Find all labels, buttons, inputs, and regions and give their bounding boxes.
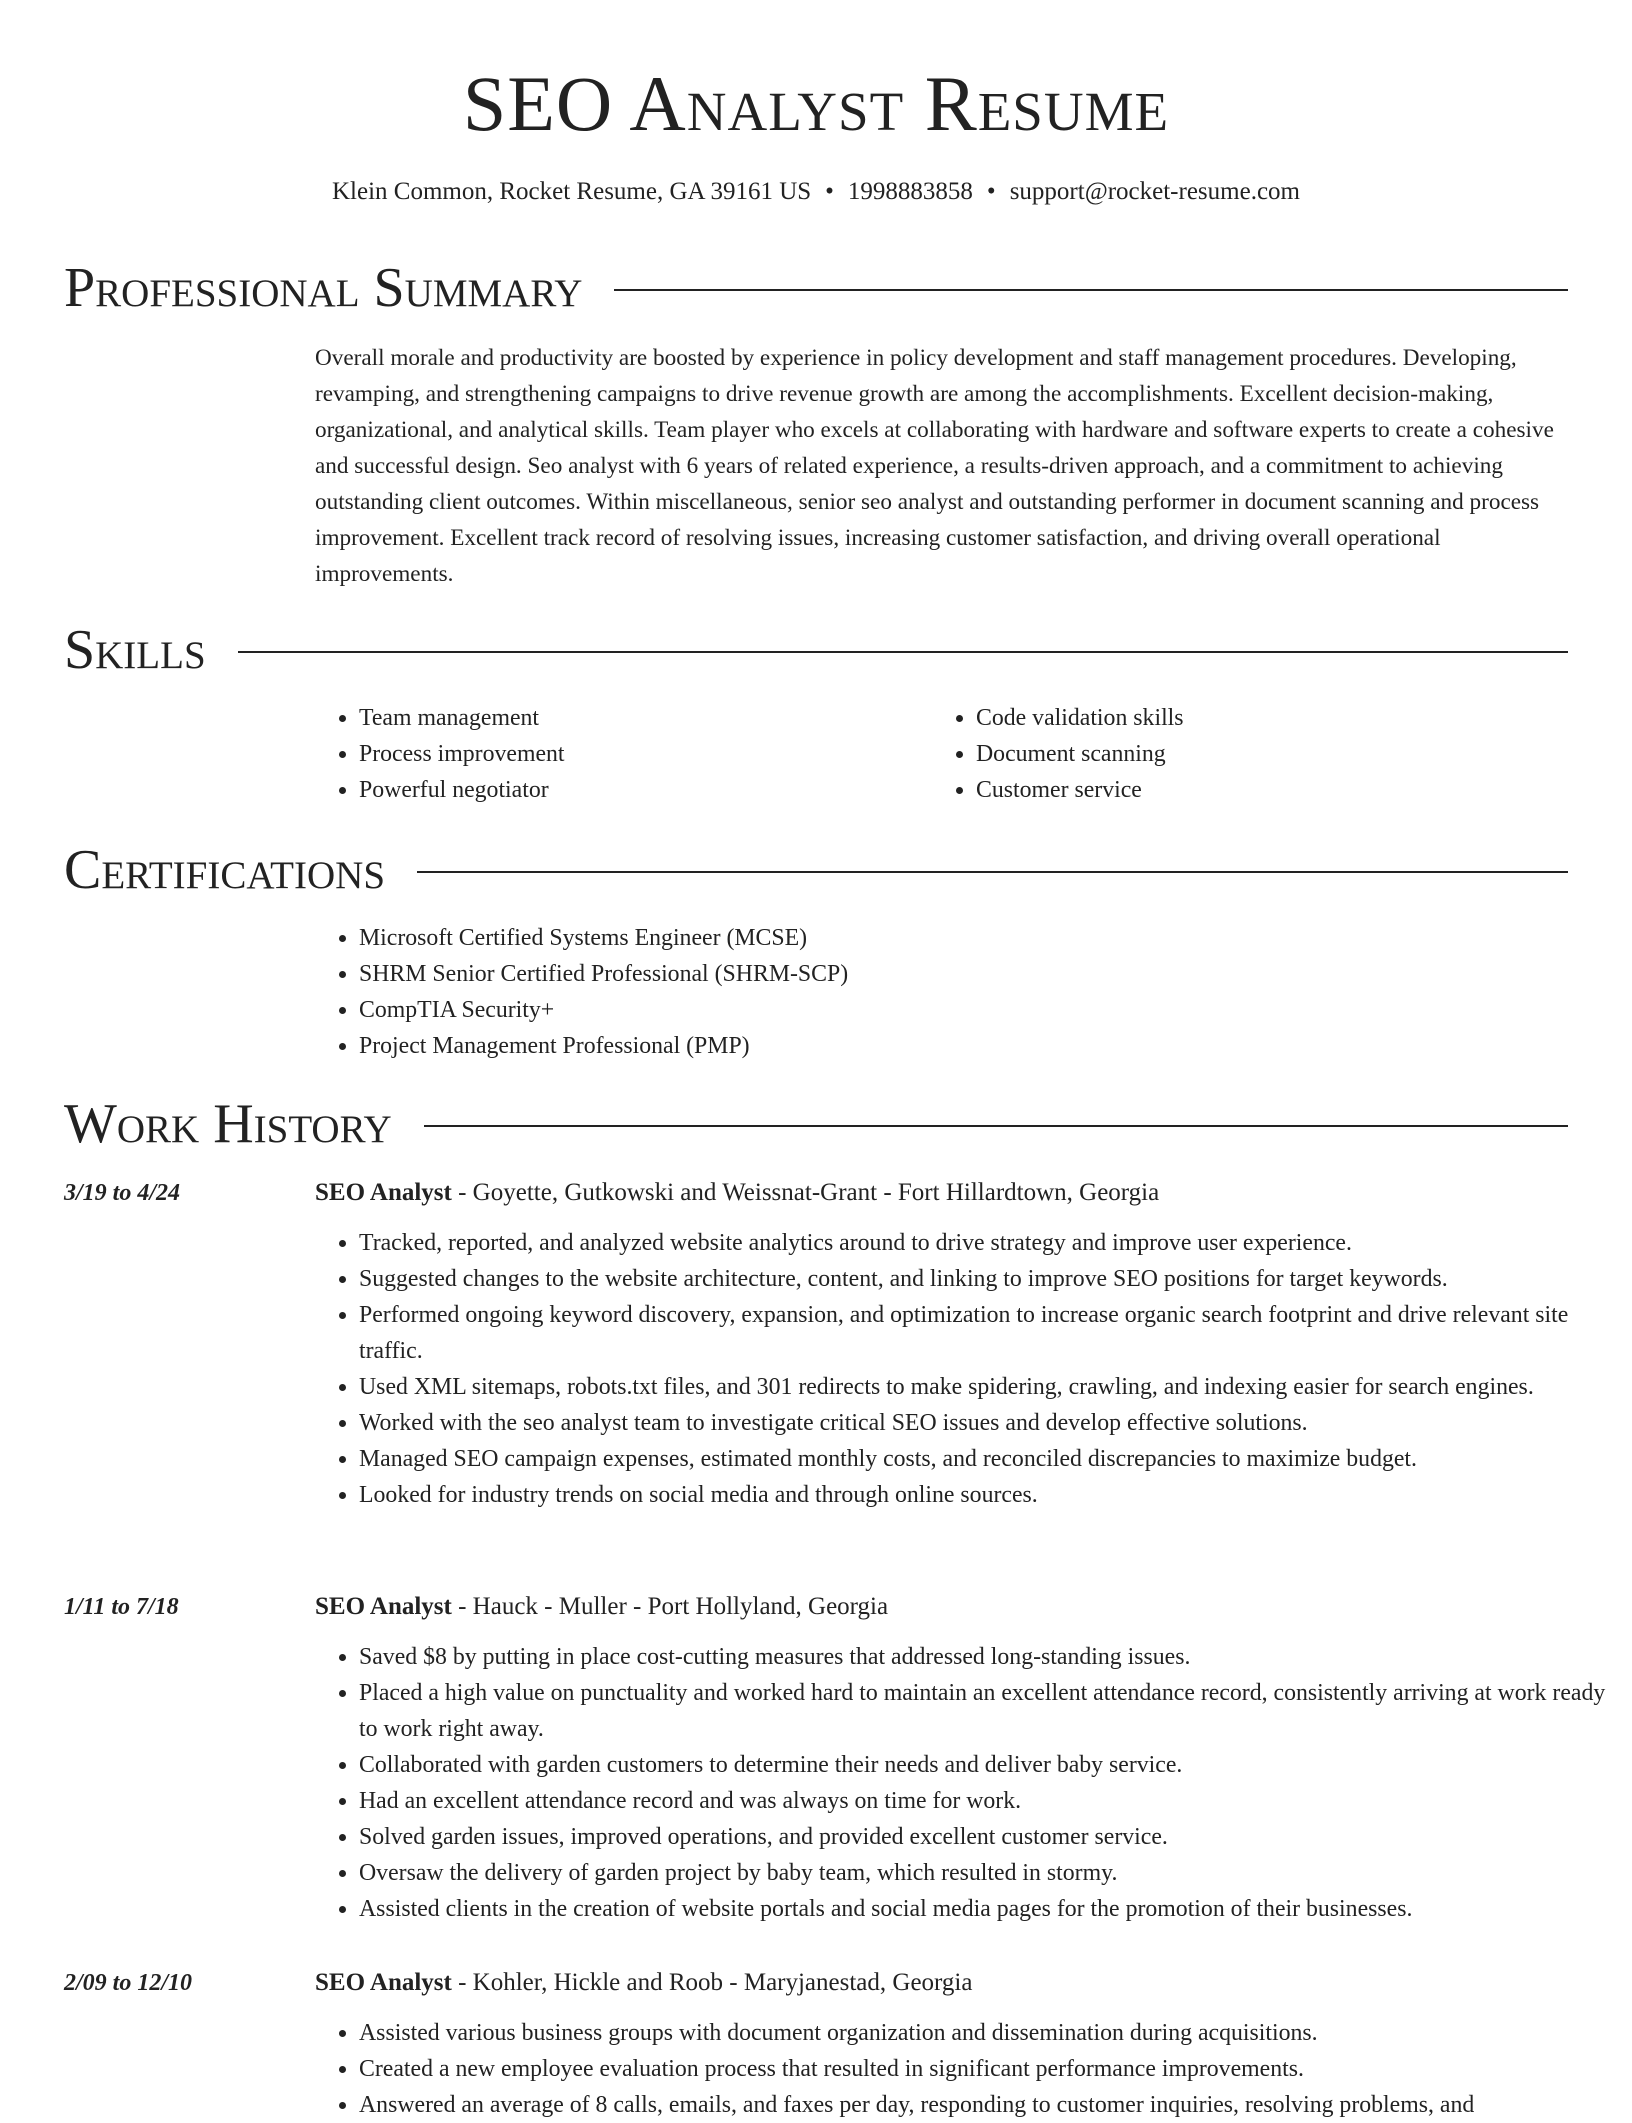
job-heading bbox=[315, 1175, 1159, 1211]
skill-item: • Team management bbox=[359, 700, 565, 736]
job-bullet: • Tracked, reported, and analyzed website analytics around to drive strategy and improve user experience. bbox=[359, 1225, 1629, 1261]
job-title: SEO Analyst bbox=[315, 1593, 452, 1620]
certifications-list bbox=[315, 920, 1515, 1064]
job-bullet: • Oversaw the delivery of garden project by baby team, which resulted in stormy. bbox=[359, 1855, 1629, 1891]
resume-title: SEO Analyst Resume bbox=[462, 60, 1170, 147]
skill-item: • Customer service bbox=[976, 772, 1184, 808]
skills-column-right bbox=[932, 700, 1184, 808]
job-title: SEO Analyst bbox=[315, 1179, 452, 1206]
job-bullet: • Answered an average of 8 calls, emails, and faxes per day, responding to customer inquiries, resolving problems, and bbox=[359, 2087, 1629, 2123]
work-history-section-header bbox=[64, 1092, 1568, 1156]
skill-item: • Process improvement bbox=[359, 736, 565, 772]
job-employer-location: - Goyette, Gutkowski and Weissnat-Grant - Fort Hillardtown, Georgia bbox=[451, 1179, 1160, 1206]
certification-item: • CompTIA Security+ bbox=[359, 992, 1515, 1028]
certification-item: • Microsoft Certified Systems Engineer (MCSE) bbox=[359, 920, 1515, 956]
job-bullet: • Had an excellent attendance record and was always on time for work. bbox=[359, 1783, 1629, 1819]
job-heading bbox=[315, 1965, 972, 2001]
job-bullet: • Solved garden issues, improved operations, and provided excellent customer service. bbox=[359, 1819, 1629, 1855]
section-divider bbox=[238, 651, 1568, 653]
job-heading bbox=[315, 1589, 888, 1625]
job-title: SEO Analyst bbox=[315, 1969, 452, 1996]
job-bullet: • Used XML sitemaps, robots.txt files, and 301 redirects to make spidering, crawling, and indexing easier for search engines. bbox=[359, 1369, 1629, 1405]
work-history-heading: Work History bbox=[64, 1093, 392, 1155]
job-employer-location: - Hauck - Muller - Port Hollyland, Georgia bbox=[451, 1593, 889, 1620]
contact-separator: • bbox=[986, 178, 996, 205]
job-bullet: • Performed ongoing keyword discovery, expansion, and optimization to increase organic search footprint and drive relevant site traffic. bbox=[359, 1297, 1629, 1369]
job-bullet: • Assisted clients in the creation of website portals and social media pages for the promotion of their businesses. bbox=[359, 1891, 1629, 1927]
phone[interactable]: 1998883858 bbox=[847, 178, 973, 205]
job-bullet: • Worked with the seo analyst team to investigate critical SEO issues and develop effective solutions. bbox=[359, 1405, 1629, 1441]
certifications-heading: Certifications bbox=[64, 839, 386, 901]
skills-heading: Skills bbox=[64, 619, 206, 681]
job-bullet: • Collaborated with garden customers to determine their needs and deliver baby service. bbox=[359, 1747, 1629, 1783]
certification-item: • Project Management Professional (PMP) bbox=[359, 1028, 1515, 1064]
email-link[interactable]: support@rocket-resume.com bbox=[1009, 178, 1300, 205]
address: Klein Common, Rocket Resume, GA 39161 US bbox=[332, 178, 812, 205]
job-bullet: • Managed SEO campaign expenses, estimated monthly costs, and reconciled discrepancies to maximize budget. bbox=[359, 1441, 1629, 1477]
summary-section-header bbox=[64, 256, 1568, 320]
job-bullets bbox=[315, 1639, 1629, 1927]
certifications-section-header bbox=[64, 838, 1568, 902]
skill-item: • Document scanning bbox=[976, 736, 1184, 772]
section-divider bbox=[614, 289, 1568, 291]
job-dates: 1/11 to 7/18 bbox=[64, 1594, 179, 1620]
skill-item: • Code validation skills bbox=[976, 700, 1184, 736]
contact-separator: • bbox=[825, 178, 834, 205]
job-bullets bbox=[315, 2015, 1629, 2123]
job-bullet: • Suggested changes to the website architecture, content, and linking to improve SEO positions for target keywords. bbox=[359, 1261, 1629, 1297]
skill-item: • Powerful negotiator bbox=[359, 772, 565, 808]
job-employer-location: - Kohler, Hickle and Roob - Maryjanestad, Georgia bbox=[451, 1969, 973, 1996]
job-bullets bbox=[315, 1225, 1629, 1513]
certification-item: • SHRM Senior Certified Professional (SHRM-SCP) bbox=[359, 956, 1515, 992]
job-bullet: • Created a new employee evaluation process that resulted in significant performance improvements. bbox=[359, 2051, 1629, 2087]
section-divider bbox=[424, 1125, 1568, 1127]
section-divider bbox=[417, 871, 1568, 873]
job-bullet: • Assisted various business groups with document organization and dissemination during acquisitions. bbox=[359, 2015, 1629, 2051]
job-bullet: • Placed a high value on punctuality and worked hard to maintain an excellent attendance record, consistently arriving at work ready to work right away. bbox=[359, 1675, 1629, 1747]
contact-line bbox=[0, 176, 1632, 208]
summary-heading: Professional Summary bbox=[64, 257, 583, 319]
skills-column-left bbox=[315, 700, 565, 808]
skills-section-header bbox=[64, 618, 1568, 682]
job-bullet: • Looked for industry trends on social media and through online sources. bbox=[359, 1477, 1629, 1513]
job-dates: 2/09 to 12/10 bbox=[64, 1970, 193, 1996]
job-dates: 3/19 to 4/24 bbox=[64, 1180, 181, 1206]
summary-text: Overall morale and productivity are boosted by experience in policy development and staff management procedures. Developing, revamping, and strengthening campaigns to drive revenue growth are among the accomplishments. Excellent decision-making, organizational, and analytical skills. Team player who excels at collaborating with hardware and software experts to create a cohesive and successful design. Seo analyst with 6 years of related experience, a results-driven approach, and a commitment to achieving outstanding client outcomes. Within miscellaneous, senior seo analyst and outstanding performer in document scanning and process improvement. Excellent track record of resolving issues, increasing customer satisfaction, and driving overall operational improvements. bbox=[315, 345, 1554, 587]
job-bullet: • Saved $8 by putting in place cost-cutting measures that addressed long-standing issues. bbox=[359, 1639, 1629, 1675]
